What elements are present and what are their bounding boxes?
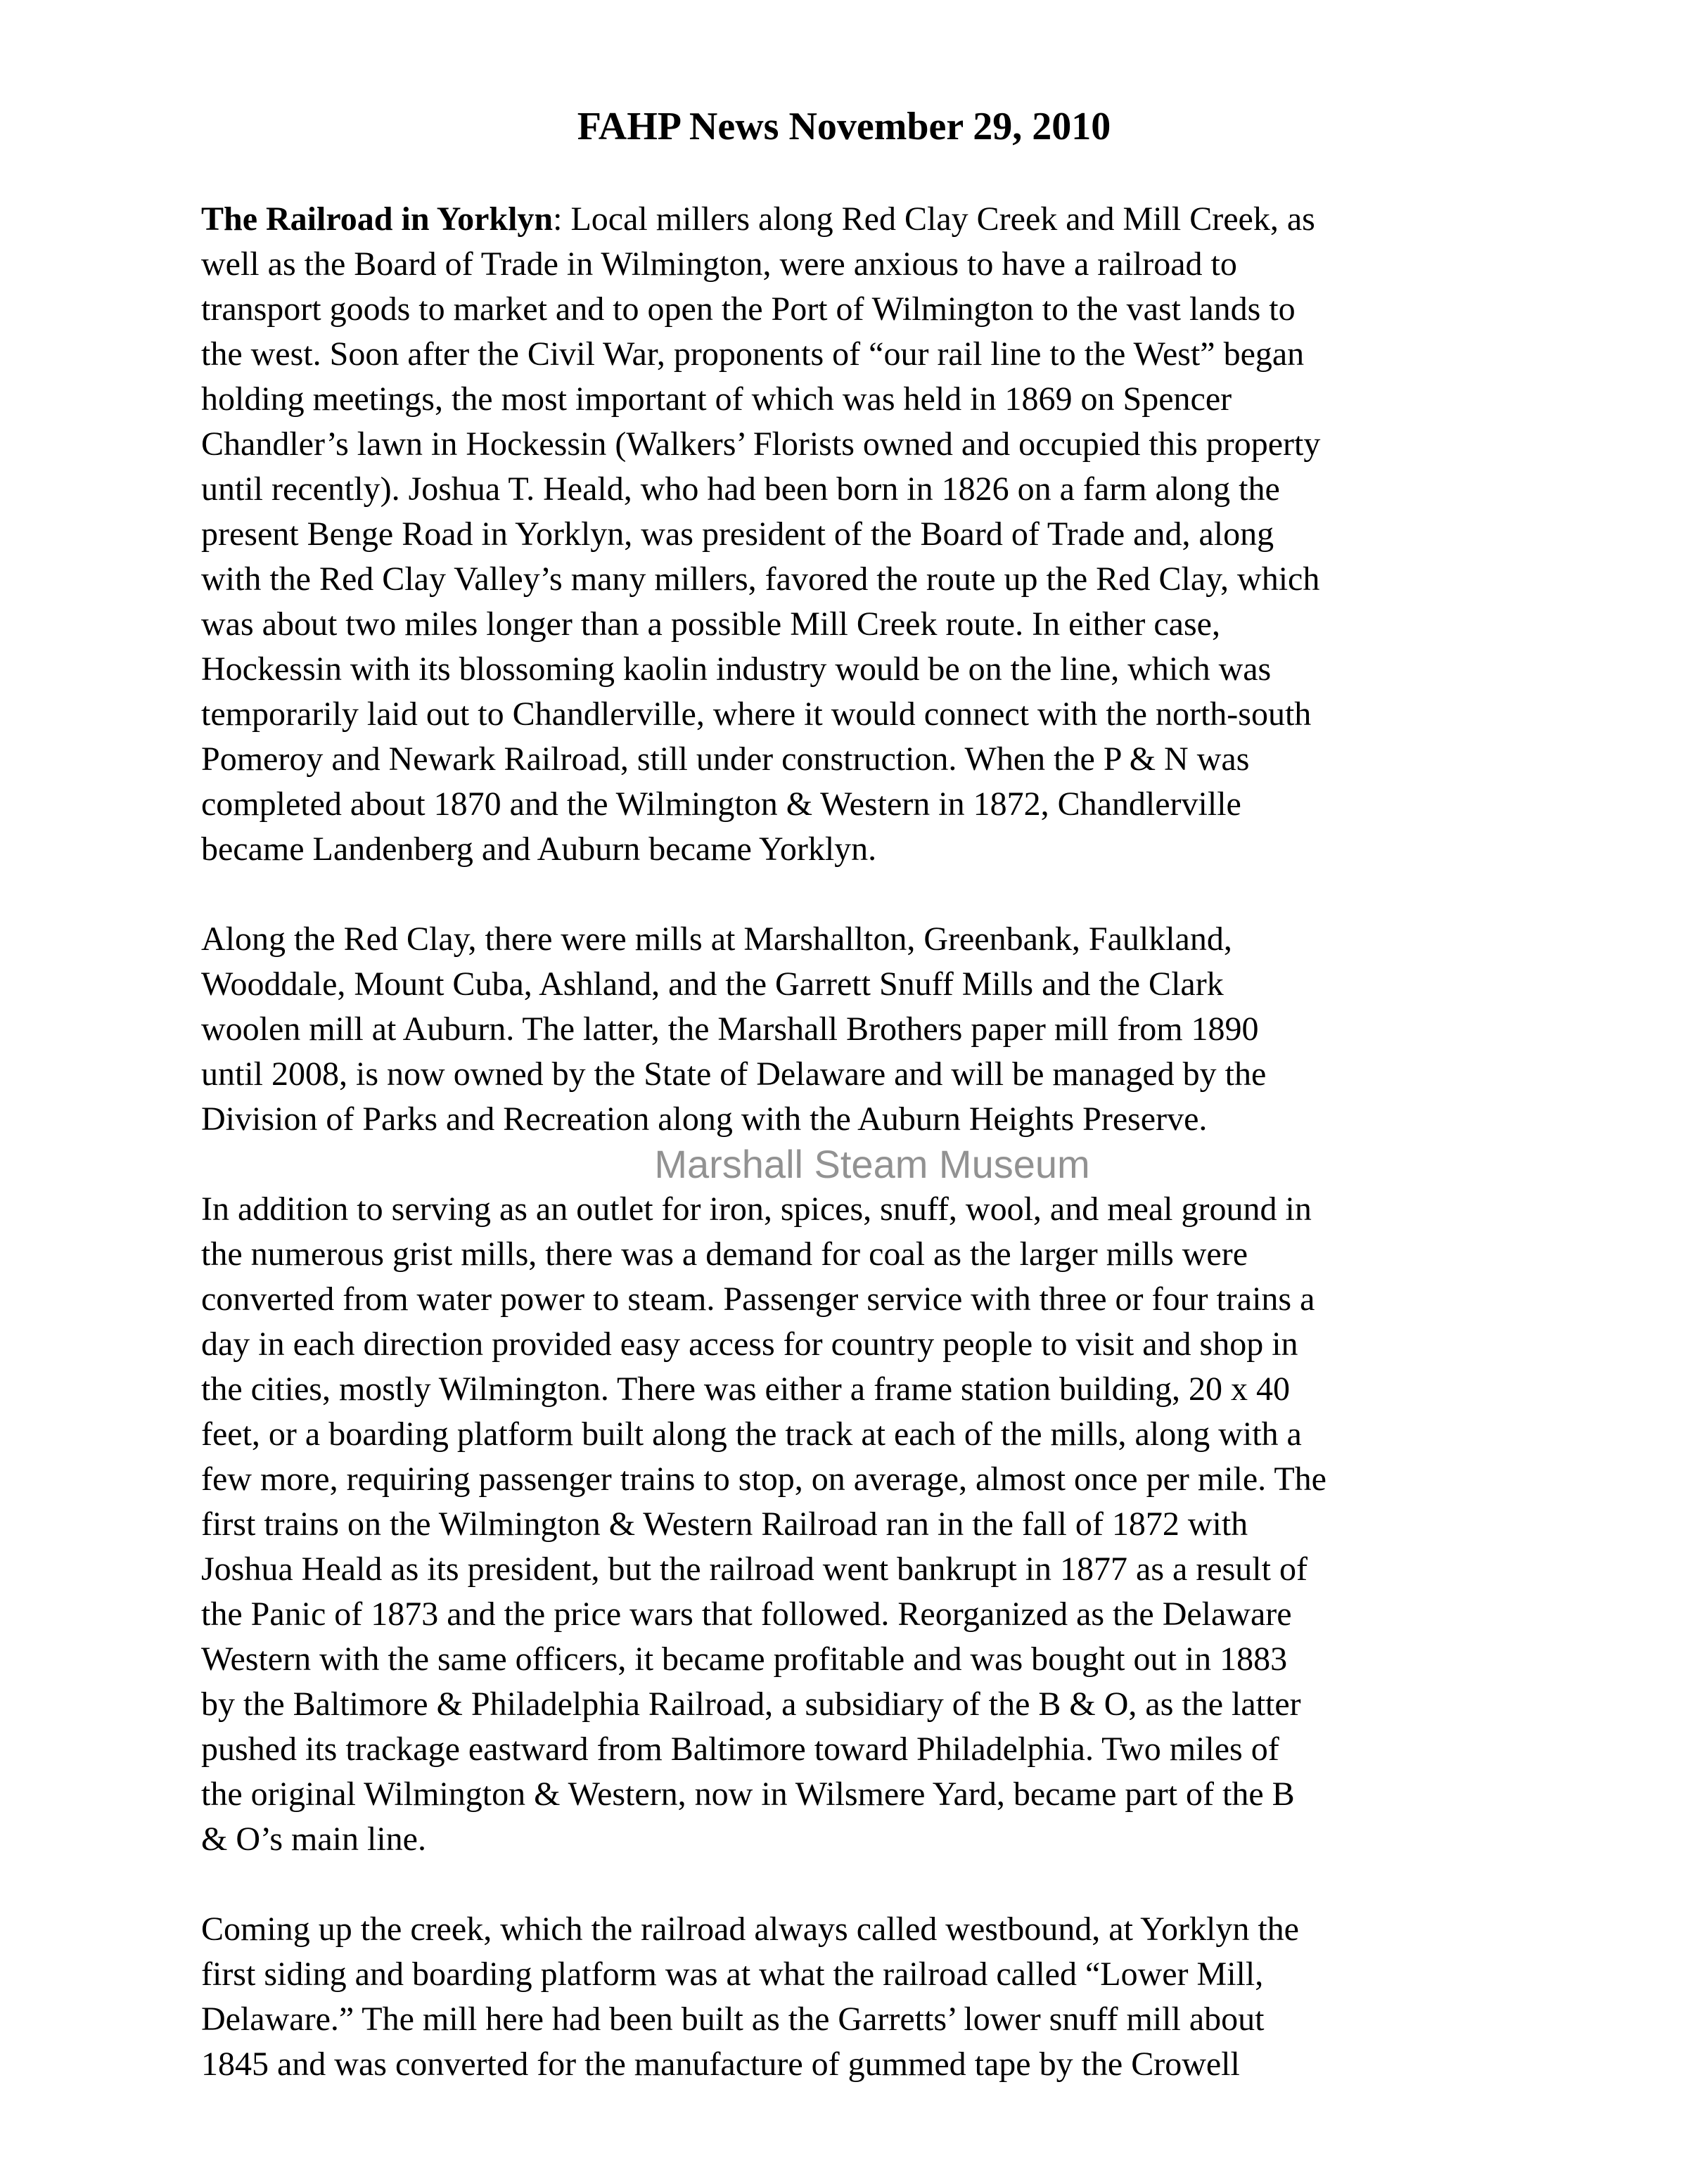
text-line: well as the Board of Trade in Wilmington, were anxious to have a railroad to — [201, 245, 1237, 283]
text-line: feet, or a boarding platform built along the track at each of the mills, along with a — [201, 1415, 1302, 1453]
text-line: 1845 and was converted for the manufacture of gummed tape by the Crowell — [201, 2045, 1240, 2083]
paragraph — [201, 1187, 1537, 1862]
text-line: first siding and boarding platform was at what the railroad called “Lower Mill, — [201, 1955, 1264, 1993]
text-run: : Local millers along Red Clay Creek and Mill Creek, as — [553, 200, 1315, 238]
paragraph — [201, 197, 1537, 872]
text-line: Delaware.” The mill here had been built as the Garretts’ lower snuff mill about — [201, 2000, 1265, 2038]
text-line: Pomeroy and Newark Railroad, still under construction. When the P & N was — [201, 740, 1250, 778]
paragraph — [201, 1907, 1537, 2087]
text-line — [201, 197, 1537, 242]
text-line: was about two miles longer than a possible Mill Creek route. In either case, — [201, 605, 1220, 643]
text-line: Chandler’s lawn in Hockessin (Walkers’ Florists owned and occupied this property — [201, 425, 1321, 463]
text-line: Wooddale, Mount Cuba, Ashland, and the Garrett Snuff Mills and the Clark — [201, 965, 1224, 1003]
paragraph — [201, 917, 1537, 1142]
watermark: Marshall Steam Museum — [654, 1142, 1090, 1186]
text-line: holding meetings, the most important of which was held in 1869 on Spencer — [201, 380, 1232, 418]
text-line: completed about 1870 and the Wilmington & Western in 1872, Chandlerville — [201, 785, 1241, 823]
text-line: few more, requiring passenger trains to stop, on average, almost once per mile. The — [201, 1460, 1326, 1498]
text-line: Along the Red Clay, there were mills at Marshallton, Greenbank, Faulkland, — [201, 920, 1232, 958]
page-title: FAHP News November 29, 2010 — [577, 105, 1111, 148]
text-line: Joshua Heald as its president, but the railroad went bankrupt in 1877 as a result of — [201, 1550, 1307, 1588]
text-line: Hockessin with its blossoming kaolin industry would be on the line, which was — [201, 650, 1272, 688]
text-line: Division of Parks and Recreation along with the Auburn Heights Preserve. — [201, 1100, 1208, 1138]
text-line: the west. Soon after the Civil War, proponents of “our rail line to the West” began — [201, 335, 1305, 373]
text-line: Western with the same officers, it became profitable and was bought out in 1883 — [201, 1640, 1288, 1678]
text-line: the cities, mostly Wilmington. There was either a frame station building, 20 x 40 — [201, 1370, 1290, 1408]
text-line: the original Wilmington & Western, now in Wilsmere Yard, became part of the B — [201, 1775, 1295, 1813]
text-line: until 2008, is now owned by the State of Delaware and will be managed by the — [201, 1055, 1267, 1093]
text-line: pushed its trackage eastward from Baltimore toward Philadelphia. Two miles of — [201, 1730, 1279, 1768]
text-line: converted from water power to steam. Passenger service with three or four trains a — [201, 1280, 1315, 1318]
text-line: day in each direction provided easy access for country people to visit and shop in — [201, 1325, 1298, 1363]
text-line: present Benge Road in Yorklyn, was president of the Board of Trade and, along — [201, 515, 1274, 553]
text-line: became Landenberg and Auburn became Yorklyn. — [201, 830, 877, 868]
text-line: the numerous grist mills, there was a demand for coal as the larger mills were — [201, 1235, 1248, 1273]
text-line: with the Red Clay Valley’s many millers, favored the route up the Red Clay, which — [201, 560, 1320, 598]
text-line: transport goods to market and to open the Port of Wilmington to the vast lands to — [201, 290, 1296, 328]
text-line: & O’s main line. — [201, 1820, 426, 1858]
text-line: Coming up the creek, which the railroad always called westbound, at Yorklyn the — [201, 1910, 1299, 1948]
text-line: temporarily laid out to Chandlerville, where it would connect with the north-south — [201, 695, 1312, 733]
article-lead-heading: The Railroad in Yorklyn — [201, 200, 554, 238]
text-line: until recently). Joshua T. Heald, who had been born in 1826 on a farm along the — [201, 470, 1280, 508]
text-line: In addition to serving as an outlet for iron, spices, snuff, wool, and meal ground in — [201, 1190, 1312, 1228]
text-line: woolen mill at Auburn. The latter, the Marshall Brothers paper mill from 1890 — [201, 1010, 1259, 1048]
text-line: first trains on the Wilmington & Western Railroad ran in the fall of 1872 with — [201, 1505, 1248, 1543]
text-line: by the Baltimore & Philadelphia Railroad, a subsidiary of the B & O, as the latter — [201, 1685, 1301, 1723]
text-line: the Panic of 1873 and the price wars that followed. Reorganized as the Delaware — [201, 1595, 1292, 1633]
